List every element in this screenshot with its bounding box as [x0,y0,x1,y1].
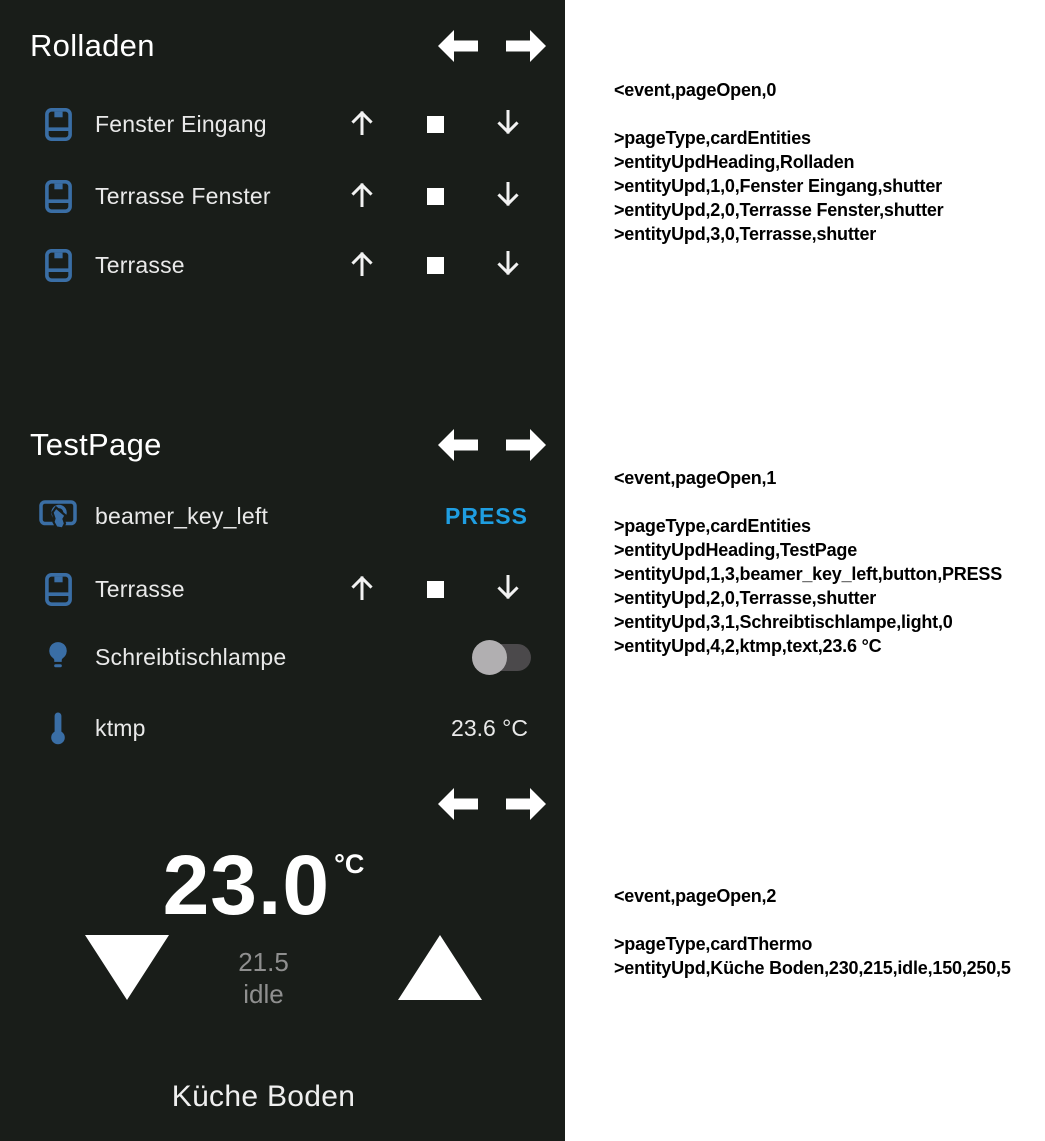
window-shutter-icon [38,573,78,606]
entity-row-terrasse [38,244,528,286]
hvac-state: idle [243,979,284,1009]
log-line: >entityUpd,Küche Boden,230,215,idle,150,250,5 [614,958,1011,978]
target-temperature: 21.5 [238,947,289,977]
entity-label: beamer_key_left [95,502,269,529]
log-event-line: <event,pageOpen,0 [614,80,777,100]
card-thermo-kueche-boden [0,765,565,1141]
page-nav [438,30,546,62]
current-temperature-value: 23.0 [162,838,331,932]
log-block-page0 [614,78,944,246]
temperature-value: 23.6 °C [451,714,528,741]
log-line: >entityUpd,3,1,Schreibtischlampe,light,0 [614,612,953,632]
arrow-left-icon [438,429,478,461]
shutter-up-button[interactable] [342,574,382,604]
stop-square-icon [427,116,444,133]
shutter-controls [342,250,528,280]
entity-label: Fenster Eingang [95,110,267,137]
window-shutter-icon [38,180,78,213]
arrow-up-icon [349,250,375,280]
arrow-up-icon [349,109,375,139]
log-block-page1 [614,466,1002,658]
protocol-log-column [565,0,1045,1141]
press-button[interactable]: PRESS [445,502,528,529]
card-header [30,784,546,824]
card-header [30,26,546,66]
page-nav [438,429,546,461]
prev-page-button[interactable] [438,788,478,820]
shutter-controls [342,574,528,604]
entity-row-ktmp [38,707,528,749]
temperature-unit: °C [334,849,365,879]
log-line: >pageType,cardEntities [614,128,811,148]
shutter-down-button[interactable] [488,250,528,280]
lightbulb-icon [38,641,78,673]
arrow-right-icon [506,429,546,461]
arrow-down-icon [495,181,521,211]
next-page-button[interactable] [506,788,546,820]
shutter-down-button[interactable] [488,574,528,604]
shutter-up-button[interactable] [342,250,382,280]
arrow-left-icon [438,788,478,820]
arrow-down-icon [495,250,521,280]
window-shutter-icon [38,249,78,282]
entity-row-terrasse-fenster [38,175,528,217]
stop-square-icon [427,581,444,598]
log-line: >entityUpd,1,0,Fenster Eingang,shutter [614,176,942,196]
arrow-right-icon [506,788,546,820]
shutter-stop-button[interactable] [415,257,455,274]
page-title: Rolladen [30,28,155,63]
log-line: >entityUpd,1,3,beamer_key_left,button,PRESS [614,564,1003,584]
log-block-page2 [614,884,1011,980]
page-title: TestPage [30,427,162,462]
log-event-line: <event,pageOpen,2 [614,886,777,906]
entity-row-schreibtischlampe [38,636,528,678]
next-page-button[interactable] [506,30,546,62]
log-line: >entityUpdHeading,TestPage [614,540,858,560]
entity-label: Schreibtischlampe [95,643,287,670]
arrow-down-icon [495,574,521,604]
arrow-down-icon [495,109,521,139]
shutter-down-button[interactable] [488,181,528,211]
current-temperature [0,838,527,932]
shutter-down-button[interactable] [488,109,528,139]
thermostat-title: Küche Boden [171,1080,356,1113]
entity-row-fenster-eingang [38,103,528,145]
log-line: >entityUpd,2,0,Terrasse Fenster,shutter [614,200,944,220]
light-toggle-switch[interactable] [475,644,531,671]
log-line: >pageType,cardThermo [614,934,813,954]
arrow-up-icon [349,574,375,604]
shutter-controls [342,181,528,211]
card-entities-rolladen [0,0,565,415]
arrow-right-icon [506,30,546,62]
entity-row-terrasse [38,568,528,610]
stop-square-icon [427,188,444,205]
shutter-stop-button[interactable] [415,581,455,598]
shutter-stop-button[interactable] [415,188,455,205]
shutter-up-button[interactable] [342,109,382,139]
log-line: >pageType,cardEntities [614,516,811,536]
shutter-controls [342,109,528,139]
entity-label: Terrasse Fenster [95,182,271,209]
prev-page-button[interactable] [438,30,478,62]
prev-page-button[interactable] [438,429,478,461]
log-line: >entityUpd,3,0,Terrasse,shutter [614,224,877,244]
window-shutter-icon [38,108,78,141]
thermometer-icon [38,711,78,745]
log-line: >entityUpd,4,2,ktmp,text,23.6 °C [614,636,882,656]
toggle-knob [472,640,507,675]
entity-label: Terrasse [95,575,185,602]
arrow-up-icon [349,181,375,211]
entity-label: Terrasse [95,251,185,278]
shutter-up-button[interactable] [342,181,382,211]
shutter-stop-button[interactable] [415,116,455,133]
next-page-button[interactable] [506,429,546,461]
gesture-tap-button-icon [38,499,78,533]
page-nav [438,788,546,820]
stop-square-icon [427,257,444,274]
log-event-line: <event,pageOpen,1 [614,468,777,488]
log-line: >entityUpdHeading,Rolladen [614,152,855,172]
log-line: >entityUpd,2,0,Terrasse,shutter [614,588,877,608]
entity-label: ktmp [95,714,146,741]
arrow-left-icon [438,30,478,62]
card-header [30,425,546,465]
entity-row-beamer-key-left [38,495,528,537]
card-entities-testpage [0,415,565,765]
